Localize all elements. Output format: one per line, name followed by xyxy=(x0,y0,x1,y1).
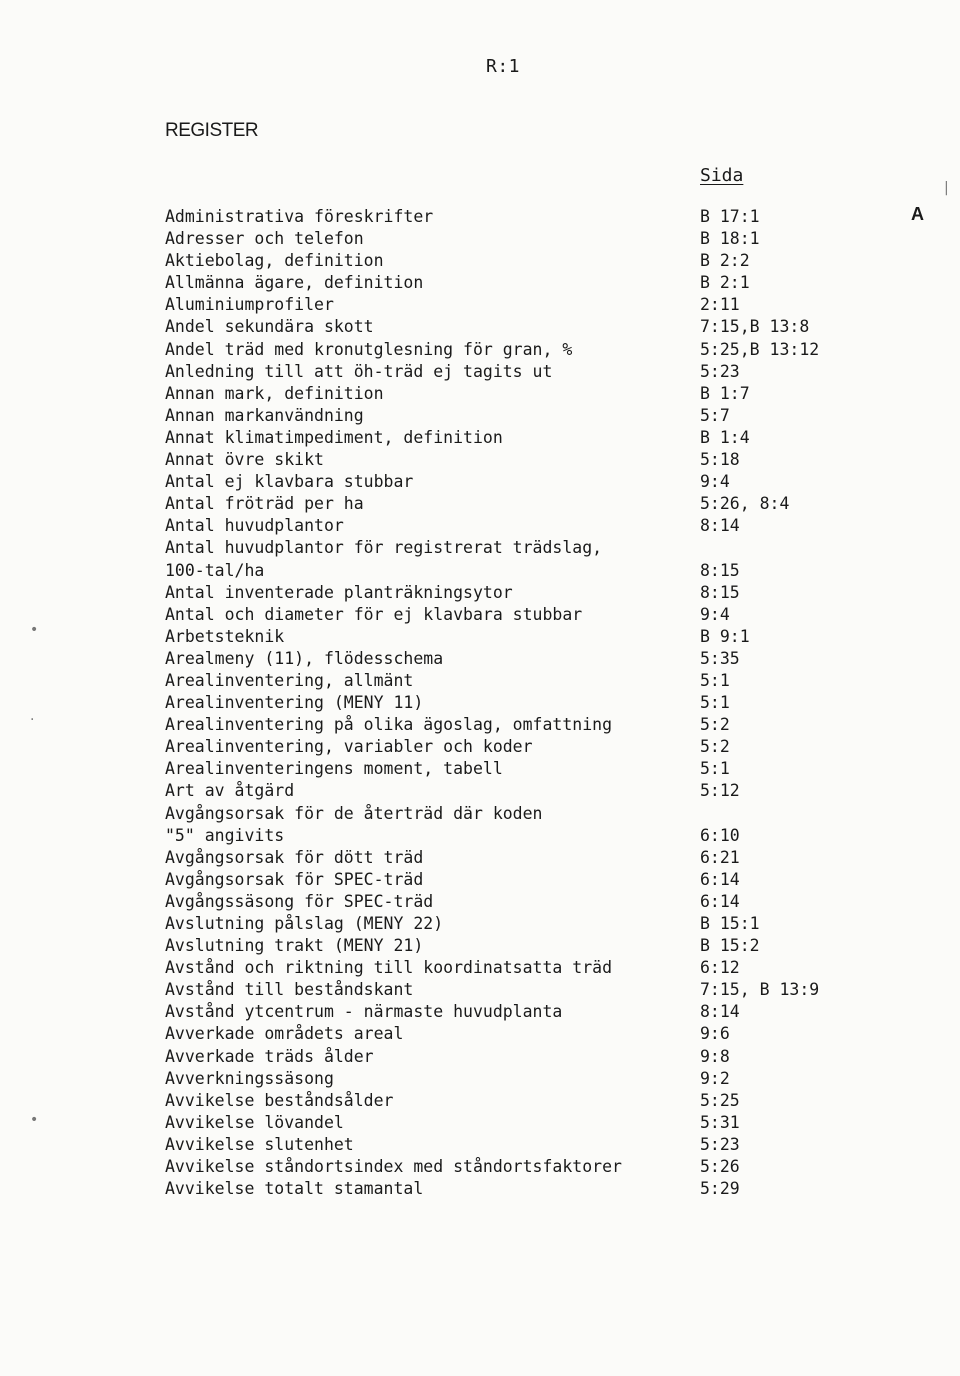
register-entry xyxy=(165,670,855,692)
entry-page-reference: 9:6 xyxy=(700,1024,730,1044)
entry-page-reference: 5:12 xyxy=(700,781,740,801)
entry-term: Avvikelse ståndortsindex med ståndortsfaktorer xyxy=(165,1157,622,1177)
register-entry xyxy=(165,648,855,670)
register-entry xyxy=(165,294,855,316)
register-entry-list xyxy=(165,206,855,1200)
entry-page-reference: 5:23 xyxy=(700,361,740,381)
entry-page-reference: 5:23 xyxy=(700,1134,740,1154)
entry-page-reference: 8:15 xyxy=(700,560,740,580)
scan-speck-4: | xyxy=(944,180,949,196)
register-entry xyxy=(165,803,855,825)
entry-term: Antal huvudplantor xyxy=(165,516,344,536)
register-entry xyxy=(165,847,855,869)
entry-term: Arealinventering, variabler och koder xyxy=(165,737,533,757)
register-entry xyxy=(165,206,855,228)
page-title: REGISTER xyxy=(165,120,259,141)
entry-page-reference: 8:14 xyxy=(700,516,740,536)
register-entry xyxy=(165,339,855,361)
entry-page-reference: B 2:1 xyxy=(700,273,750,293)
register-entry xyxy=(165,427,855,449)
page-number: R:1 xyxy=(486,56,521,77)
register-entry xyxy=(165,405,855,427)
entry-term: Antal fröträd per ha xyxy=(165,494,364,514)
entry-page-reference: B 17:1 xyxy=(700,207,760,226)
entry-page-reference: 9:2 xyxy=(700,1068,730,1088)
entry-term: Aktiebolag, definition xyxy=(165,251,384,271)
entry-term: Allmänna ägare, definition xyxy=(165,273,424,293)
register-entry xyxy=(165,560,855,582)
scan-speck-2: · xyxy=(30,712,35,728)
register-entry xyxy=(165,957,855,979)
entry-term: Avvikelse lövandel xyxy=(165,1112,344,1132)
entry-term: Adresser och telefon xyxy=(165,229,364,249)
register-entry xyxy=(165,272,855,294)
entry-page-reference: B 1:7 xyxy=(700,383,750,403)
entry-term: Arealinventering på olika ägoslag, omfattning xyxy=(165,715,613,735)
entry-page-reference: 5:26, 8:4 xyxy=(700,494,790,514)
entry-page-reference: 9:8 xyxy=(700,1046,730,1066)
entry-page-reference: 5:1 xyxy=(700,759,730,779)
entry-page-reference: 9:4 xyxy=(700,604,730,624)
entry-page-reference: 5:31 xyxy=(700,1112,740,1132)
entry-page-reference: 8:14 xyxy=(700,1002,740,1022)
register-entry xyxy=(165,1112,855,1134)
register-entry xyxy=(165,250,855,272)
register-entry xyxy=(165,626,855,648)
entry-term: Annan markanvändning xyxy=(165,405,364,425)
entry-term: Aluminiumprofiler xyxy=(165,295,334,315)
register-entry xyxy=(165,493,855,515)
entry-page-reference: 5:18 xyxy=(700,450,740,470)
register-entry xyxy=(165,449,855,471)
entry-page-reference: 2:11 xyxy=(700,295,740,315)
entry-term: Administrativa föreskrifter xyxy=(165,207,434,226)
entry-term: Avvikelse beståndsålder xyxy=(165,1090,394,1110)
entry-term: 100-tal/ha xyxy=(165,560,265,580)
register-entry xyxy=(165,537,855,559)
entry-page-reference: 6:14 xyxy=(700,869,740,889)
register-entry xyxy=(165,383,855,405)
entry-term: Avstånd till beståndskant xyxy=(165,980,414,1000)
entry-page-reference: 5:25,B 13:12 xyxy=(700,339,820,359)
entry-page-reference: 6:21 xyxy=(700,847,740,867)
register-entry xyxy=(165,471,855,493)
entry-page-reference: 5:7 xyxy=(700,405,730,425)
register-entry xyxy=(165,825,855,847)
scan-speck-3: • xyxy=(30,1112,39,1128)
entry-term: Anledning till att öh-träd ej tagits ut xyxy=(165,361,553,381)
register-entry xyxy=(165,1046,855,1068)
entry-term: Arbetsteknik xyxy=(165,626,285,646)
register-entry xyxy=(165,582,855,604)
entry-term: Avslutning pålslag (MENY 22) xyxy=(165,914,444,933)
entry-page-reference: 5:1 xyxy=(700,670,730,690)
entry-term: Arealmeny (11), flödesschema xyxy=(165,648,444,668)
entry-page-reference: 5:29 xyxy=(700,1179,740,1199)
entry-term: Antal inventerade planträkningsytor xyxy=(165,582,513,602)
entry-term: Arealinventering, allmänt xyxy=(165,670,414,690)
entry-page-reference: 5:35 xyxy=(700,648,740,668)
register-entry xyxy=(165,228,855,250)
register-entry xyxy=(165,891,855,913)
entry-term: Annat övre skikt xyxy=(165,450,324,470)
entry-term: Antal och diameter för ej klavbara stubbar xyxy=(165,604,583,624)
entry-page-reference: B 15:1 xyxy=(700,914,760,933)
entry-term: Avgångsorsak för SPEC-träd xyxy=(165,869,424,889)
entry-page-reference: 6:14 xyxy=(700,891,740,911)
entry-term: Annat klimatimpediment, definition xyxy=(165,427,503,447)
register-entry xyxy=(165,736,855,758)
entry-page-reference: 5:2 xyxy=(700,737,730,757)
entry-term: Avverkningssäsong xyxy=(165,1068,334,1088)
register-entry xyxy=(165,935,855,957)
register-entry xyxy=(165,979,855,1001)
entry-page-reference: B 9:1 xyxy=(700,626,750,646)
entry-term: Andel träd med kronutglesning för gran, % xyxy=(165,339,573,359)
entry-page-reference: 5:1 xyxy=(700,693,730,713)
entry-term: Arealinventeringens moment, tabell xyxy=(165,759,503,779)
register-entry xyxy=(165,692,855,714)
entry-page-reference: 5:25 xyxy=(700,1090,740,1110)
entry-term: Avverkade områdets areal xyxy=(165,1024,404,1044)
entry-term: "5" angivits xyxy=(165,825,285,845)
register-entry xyxy=(165,1178,855,1200)
register-entry xyxy=(165,515,855,537)
entry-term: Avgångssäsong för SPEC-träd xyxy=(165,891,434,911)
entry-page-reference: 7:15, B 13:9 xyxy=(700,980,820,1000)
entry-term: Avverkade träds ålder xyxy=(165,1046,374,1066)
register-entry xyxy=(165,1156,855,1178)
register-entry xyxy=(165,780,855,802)
scan-speck-1: • xyxy=(30,622,39,638)
entry-term: Avslutning trakt (MENY 21) xyxy=(165,936,424,956)
register-entry xyxy=(165,758,855,780)
entry-page-reference: 9:4 xyxy=(700,472,730,492)
register-entry xyxy=(165,361,855,383)
register-entry xyxy=(165,1090,855,1112)
entry-term: Avstånd och riktning till koordinatsatta träd xyxy=(165,958,613,978)
entry-page-reference: 8:15 xyxy=(700,582,740,602)
entry-page-reference: 6:12 xyxy=(700,958,740,978)
entry-term: Avstånd ytcentrum - närmaste huvudplanta xyxy=(165,1002,563,1022)
register-entry xyxy=(165,604,855,626)
register-entry xyxy=(165,316,855,338)
entry-page-reference: 5:26 xyxy=(700,1157,740,1177)
entry-term: Art av åtgärd xyxy=(165,781,295,801)
entry-page-reference: 5:2 xyxy=(700,715,730,735)
entry-page-reference: 6:10 xyxy=(700,825,740,845)
entry-term: Avgångsorsak för de återträd där koden xyxy=(165,803,543,823)
entry-term: Antal huvudplantor för registrerat trädslag, xyxy=(165,538,603,558)
register-entry xyxy=(165,913,855,935)
section-letter-marker: A xyxy=(911,204,924,224)
entry-term: Andel sekundära skott xyxy=(165,317,374,337)
entry-term: Antal ej klavbara stubbar xyxy=(165,472,414,492)
register-entry xyxy=(165,1001,855,1023)
register-entry xyxy=(165,1068,855,1090)
register-entry xyxy=(165,869,855,891)
entry-term: Arealinventering (MENY 11) xyxy=(165,693,424,713)
entry-page-reference: B 18:1 xyxy=(700,229,760,249)
entry-term: Avvikelse totalt stamantal xyxy=(165,1179,424,1199)
entry-term: Avgångsorsak för dött träd xyxy=(165,847,424,867)
register-entry xyxy=(165,1023,855,1045)
entry-term: Avvikelse slutenhet xyxy=(165,1134,354,1154)
entry-page-reference: 7:15,B 13:8 xyxy=(700,317,810,337)
register-entry xyxy=(165,1134,855,1156)
entry-page-reference: B 2:2 xyxy=(700,251,750,271)
entry-term: Annan mark, definition xyxy=(165,383,384,403)
page-column-header: Sida xyxy=(700,165,744,186)
entry-page-reference: B 15:2 xyxy=(700,936,760,956)
entry-page-reference: B 1:4 xyxy=(700,427,750,447)
register-entry xyxy=(165,714,855,736)
